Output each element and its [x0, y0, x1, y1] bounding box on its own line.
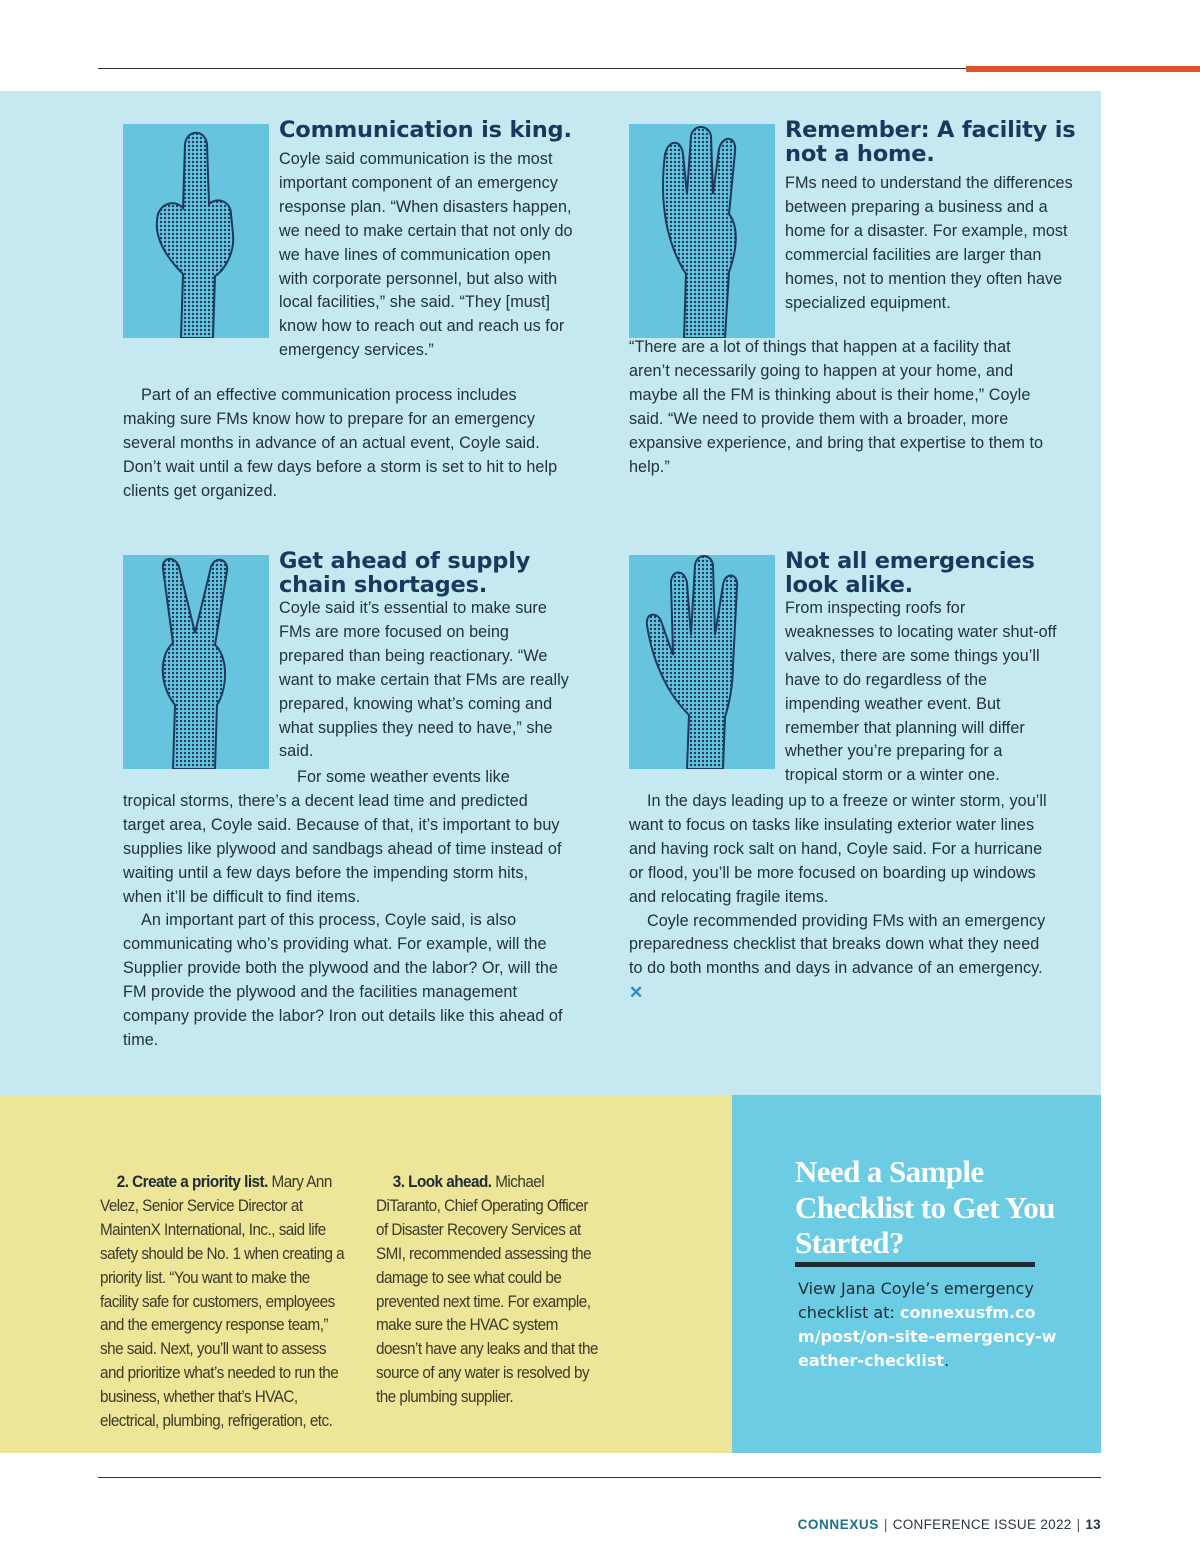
section-body-continued	[629, 336, 1049, 479]
section-title: Communication is king.	[279, 117, 572, 143]
paragraph: Coyle said it’s essential to make sure FMs are more focused on being prepared than being reactionary. “We want to make certain that FMs are really prepared, knowing what’s coming and what supplies they need to have,” she said.	[279, 599, 569, 761]
four-finger-hand-icon	[629, 555, 775, 769]
paragraph: An important part of this process, Coyle said, is also communicating who’s providing what. For example, will the Supplier provide both the plywood and the labor? Or, will the FM provide the plywood and the facilities management company provide the labor? Iron out details like this ahead of time.	[123, 911, 563, 1049]
section-title: Not all emergencies look alike.	[785, 548, 1035, 598]
page-number: 13	[1085, 1517, 1101, 1532]
two-finger-hand-icon	[123, 555, 269, 769]
callout-rule	[795, 1262, 1035, 1267]
tip-lead: 2. Create a priority list.	[116, 1173, 268, 1191]
section-facility-not-home	[629, 117, 1076, 315]
bottom-rule	[98, 1477, 1101, 1478]
paragraph: In the days leading up to a freeze or winter storm, you’ll want to focus on tasks like insulating exterior water lines and having rock salt on hand, Coyle said. For a hurricane or flood, you’ll be more focused on boarding up windows and relocating fragile items.	[629, 792, 1047, 906]
top-accent-bar	[966, 66, 1200, 72]
one-finger-hand-icon	[123, 124, 269, 338]
section-communication	[123, 117, 573, 363]
section-emergencies	[629, 548, 1069, 788]
paragraph: From inspecting roofs for weaknesses to locating water shut-off valves, there are some things you’ll have to do regardless of the impending weather event. But remember that planning will differ whether you’re preparing for a tropical storm or a winter one.	[785, 599, 1057, 785]
tip-priority-list	[100, 1171, 349, 1434]
paragraph: FMs need to understand the differences between preparing a business and a home for a disaster. For example, most commercial facilities are larger than homes, not to mention they often have specialized equipment.	[785, 174, 1073, 312]
tip-text: Michael DiTaranto, Chief Operating Officer of Disaster Recovery Services at SMI, recommended assessing the damage to see what could be prevented next time. For example, make sure the HVAC system doesn’t have any leaks and that the source of any water is resolved by the plumbing supplier.	[376, 1173, 598, 1407]
paragraph: Part of an effective communication process includes making sure FMs know how to prepare for an emergency several months in advance of an actual event, Coyle said. Don’t wait until a few days before a storm is set to hit to help clients get organized.	[123, 386, 558, 500]
callout-period: .	[944, 1351, 950, 1370]
paragraph: Coyle said communication is the most important component of an emergency response plan. “When disasters happen, we need to make certain that not only do we have lines of communication open with corporate personnel, but also with local facilities,” she said. “They [must] know how to reach out and reach us for emergency services.”	[279, 150, 573, 360]
callout-title: Need a Sample Checklist to Get You Started?	[795, 1154, 1055, 1260]
tip-look-ahead	[376, 1171, 603, 1410]
paragraph: For some weather events like tropical storms, there’s a decent lead time and predicted target area, Coyle said. Because of that, it’s important to buy supplies like plywood and sandbags ahead of time instead of waiting until a few days before the impending storm hits, when it’ll be difficult to find items.	[123, 768, 562, 906]
section-body-continued	[123, 766, 563, 1053]
callout-text: View Jana Coyle’s emergency checklist at:	[798, 1279, 1034, 1322]
paragraph	[629, 910, 1049, 1007]
paragraph-text: Coyle recommended providing FMs with an emergency preparedness checklist that breaks down what they need to do both months and days in advance of an emergency.	[629, 911, 1046, 978]
callout-body	[798, 1277, 1058, 1373]
end-mark-icon: ✕	[629, 983, 644, 1003]
page-footer: CONNEXUS | CONFERENCE ISSUE 2022 | 13	[797, 1517, 1101, 1532]
checklist-callout	[732, 1095, 1101, 1453]
tip-text: Mary Ann Velez, Senior Service Director at MaintenX International, Inc., said life safety should be No. 1 when creating a priority list. “You want to make the facility safe for customers, employees and the emergency response team,” she said. Next, you’ll want to assess and prioritize what’s needed to run the business, whether that’s HVAC, electrical, plumbing, refrigeration, etc.	[100, 1173, 345, 1431]
tip-lead: 3. Look ahead.	[392, 1173, 492, 1191]
three-finger-hand-icon	[629, 124, 775, 338]
checklist-link[interactable]: connexusfm.com/post/on-site-emergency-weather-checklist	[798, 1303, 1057, 1370]
footer-issue: CONFERENCE ISSUE 2022	[892, 1517, 1072, 1532]
section-supply-chain	[123, 548, 569, 764]
section-title: Get ahead of supply chain shortages.	[279, 548, 531, 598]
section-body-continued	[629, 790, 1049, 1006]
section-body-continued	[123, 384, 568, 504]
footer-brand: CONNEXUS	[797, 1517, 879, 1532]
paragraph: “There are a lot of things that happen at a facility that aren’t necessarily going to happen at your home, and maybe all the FM is thinking about is their home,” Coyle said. “We need to provide them with a broader, more expansive experience, and bring that expertise to them to help.”	[629, 338, 1044, 476]
section-title: Remember: A facility is not a home.	[785, 117, 1076, 167]
